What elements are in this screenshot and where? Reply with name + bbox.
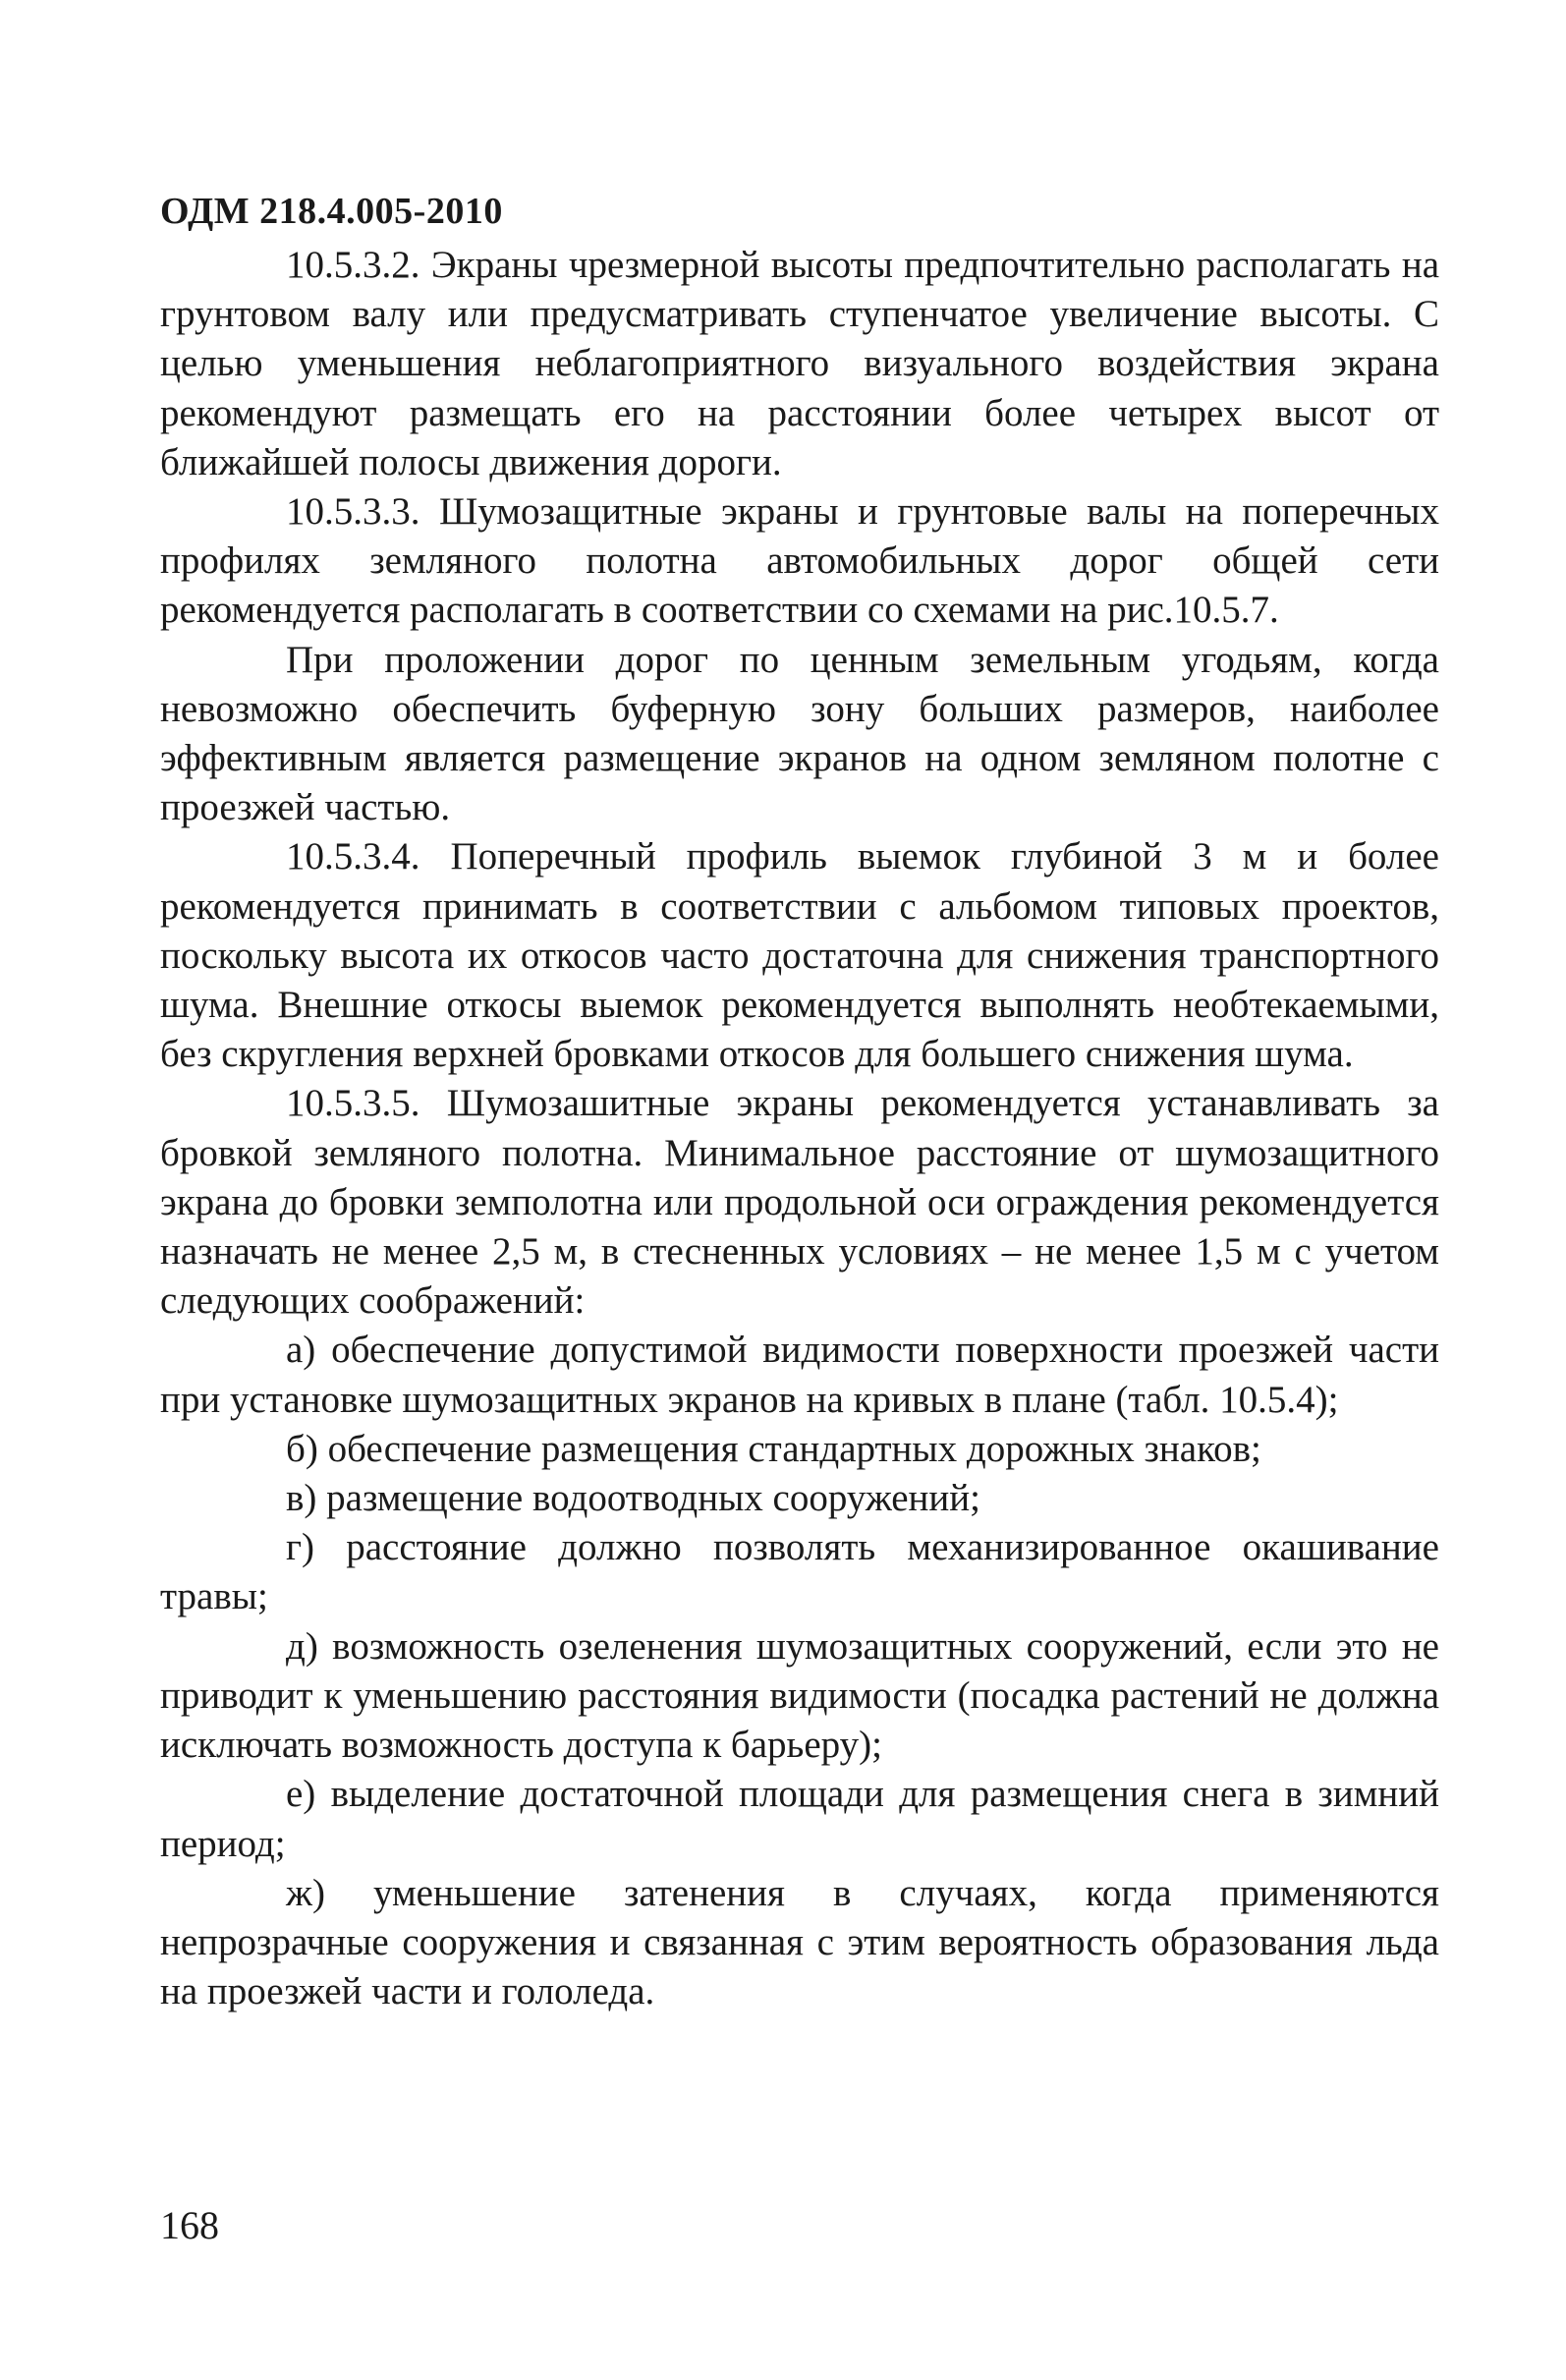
body-text <box>160 241 1439 2016</box>
list-item-a: а) обеспечение допустимой видимости поверхности проезжей части при установке шумозащитных экранов на кривых в плане (табл. 10.5.4); <box>160 1329 1439 1421</box>
paragraph-10-5-3-2: 10.5.3.2. Экраны чрезмерной высоты предпочтительно располагать на грунтовом валу или предусматривать ступенчатое увеличение высоты. С целью уменьшения неблагоприятного визуального воздействия экрана рекомендуют размещать его на расстоянии более четырех высот от ближайшей полосы движения дороги. <box>160 244 1439 483</box>
list-item-e: е) выделение достаточной площади для размещения снега в зимний период; <box>160 1773 1439 1865</box>
paragraph-10-5-3-3: 10.5.3.3. Шумозащитные экраны и грунтовые валы на поперечных профилях земляного полотна автомобильных дорог общей сети рекомендуется располагать в соответствии со схемами на рис.10.5.7. <box>160 490 1439 632</box>
list-item-b: б) обеспечение размещения стандартных дорожных знаков; <box>286 1427 1261 1470</box>
paragraph-valuable-land: При проложении дорог по ценным земельным угодьям, когда невозможно обеспечить буферную зону больших размеров, наиболее эффективным является размещение экранов на одном земляном полотне с проезжей частью. <box>160 638 1439 829</box>
list-item-v: в) размещение водоотводных сооружений; <box>286 1477 981 1520</box>
document-code-header: ОДМ 218.4.005-2010 <box>160 191 503 232</box>
page-number: 168 <box>160 2203 219 2247</box>
list-item-zh: ж) уменьшение затенения в случаях, когда применяются непрозрачные сооружения и связанная с этим вероятность образования льда на проезжей части и гололеда. <box>160 1871 1439 2013</box>
paragraph-10-5-3-5: 10.5.3.5. Шумозашитные экраны рекомендуется устанавливать за бровкой земляного полотна. Минимальное расстояние от шумозащитного экрана до бровки земполотна или продольной оси ограждения рекомендуется назначать не менее 2,5 м, в стесненных условиях – не менее 1,5 м с учетом следующих соображений: <box>160 1082 1439 1323</box>
list-item-g: г) расстояние должно позволять механизированное окашивание травы; <box>160 1526 1439 1618</box>
list-item-d: д) возможность озеленения шумозащитных сооружений, если это не приводит к уменьшению расстояния видимости (посадка растений не должна исключать возможность доступа к барьеру); <box>160 1624 1439 1767</box>
paragraph-10-5-3-4: 10.5.3.4. Поперечный профиль выемок глубиной 3 м и более рекомендуется принимать в соответствии с альбомом типовых проектов, поскольку высота их откосов часто достаточна для снижения транспортного шума. Внешние откосы выемок рекомендуется выполнять необтекаемыми, без скругления верхней бровками откосов для большего снижения шума. <box>160 835 1439 1076</box>
